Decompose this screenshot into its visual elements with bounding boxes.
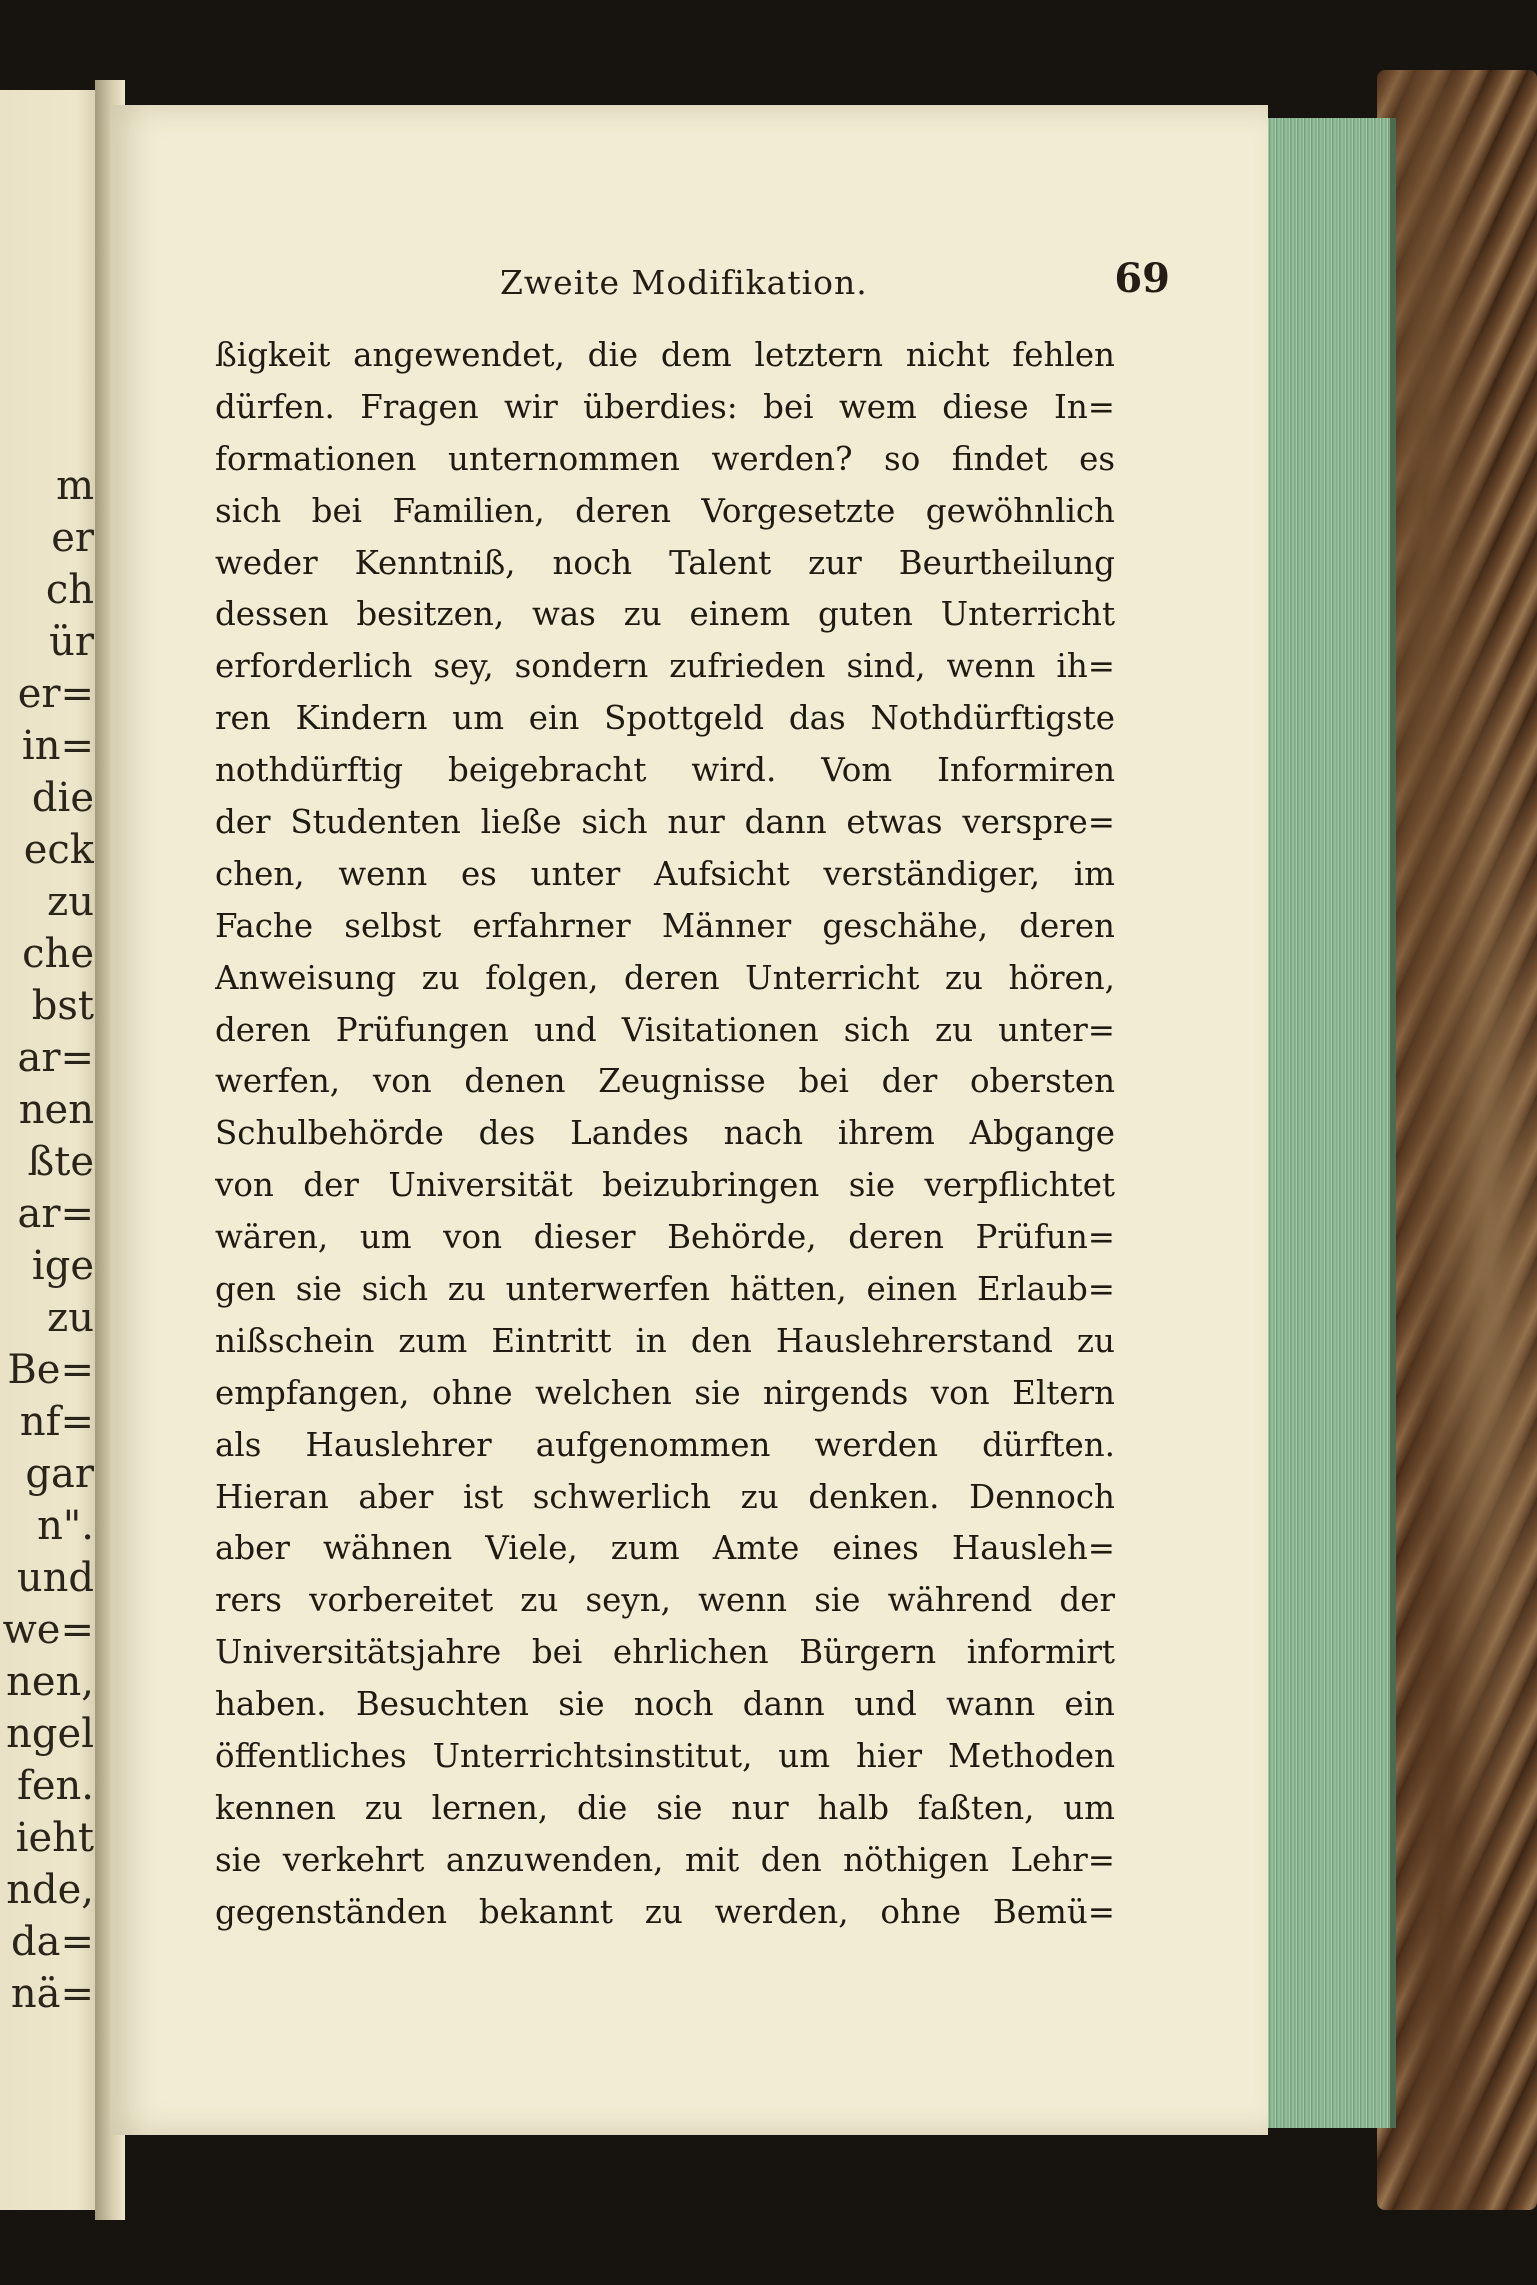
left-fragment: er [51, 515, 94, 561]
left-fragment: ngel [6, 1711, 94, 1757]
text-line: werfen, von denen Zeugnisse bei der obersten [215, 1062, 1115, 1101]
text-line: sie verkehrt anzuwenden, mit den nöthigen Lehr= [215, 1840, 1115, 1879]
running-head: Zweite Modifikation. [500, 263, 868, 302]
text-line: rers vorbereitet zu seyn, wenn sie während der [215, 1581, 1115, 1620]
text-line: kennen zu lernen, die sie nur halb faßten, um [215, 1788, 1115, 1827]
left-fragment: in= [21, 723, 94, 769]
left-fragment: zu [47, 879, 94, 925]
page-edges [1262, 118, 1396, 2128]
text-line: nißschein zum Eintritt in den Hauslehrerstand zu [215, 1321, 1115, 1360]
text-line: sich bei Familien, deren Vorgesetzte gewöhnlich [215, 491, 1115, 530]
text-line: Anweisung zu folgen, deren Unterricht zu hören, [215, 958, 1115, 997]
page-number: 69 [1114, 255, 1170, 302]
left-fragment: ieht [15, 1815, 94, 1861]
left-page [0, 90, 110, 2210]
text-line: von der Universität beizubringen sie verpflichtet [215, 1166, 1115, 1205]
text-line: erforderlich sey, sondern zufrieden sind, wenn ih= [215, 647, 1115, 686]
marbled-cover [1377, 70, 1537, 2210]
text-line: aber wähnen Viele, zum Amte eines Hausleh= [215, 1529, 1115, 1568]
left-fragment: ßte [27, 1139, 94, 1185]
left-fragment: zu [47, 1295, 94, 1341]
text-line: dürfen. Fragen wir überdies: bei wem diese In= [215, 387, 1115, 426]
text-line: Hieran aber ist schwerlich zu denken. Dennoch [215, 1477, 1115, 1516]
left-fragment: m [56, 463, 94, 509]
left-fragment: ar= [17, 1191, 94, 1237]
left-fragment: er= [17, 671, 94, 717]
page-header [210, 255, 1200, 315]
left-fragment: die [31, 775, 94, 821]
left-fragment: da= [11, 1919, 94, 1965]
text-line: ßigkeit angewendet, die dem letztern nicht fehlen [215, 336, 1115, 374]
left-fragment: nde, [6, 1867, 94, 1913]
text-line: ren Kindern um ein Spottgeld das Nothdürftigste [215, 699, 1115, 738]
text-line: nothdürftig beigebracht wird. Vom Informiren [215, 751, 1115, 790]
right-page [110, 105, 1268, 2135]
left-fragment: ch [45, 567, 94, 613]
text-line: gen sie sich zu unterwerfen hätten, einen Erlaub= [215, 1270, 1115, 1309]
text-line: Fache selbst erfahrner Männer geschähe, deren [215, 906, 1115, 945]
text-line: haben. Besuchten sie noch dann und wann ein [215, 1685, 1115, 1724]
left-fragment: ür [49, 619, 94, 665]
left-fragment: ar= [17, 1035, 94, 1081]
text-line: öffentliches Unterrichtsinstitut, um hier Methoden [215, 1737, 1115, 1776]
left-fragment: che [22, 931, 94, 977]
left-fragment: nen, [6, 1659, 94, 1705]
text-line: wären, um von dieser Behörde, deren Prüfun= [215, 1218, 1115, 1257]
left-fragment: gar [25, 1451, 94, 1497]
left-fragment: nen [18, 1087, 94, 1133]
text-line: gegenständen bekannt zu werden, ohne Bemü= [215, 1892, 1115, 1931]
left-fragment: n". [37, 1503, 94, 1549]
text-line: Schulbehörde des Landes nach ihrem Abgange [215, 1114, 1115, 1153]
text-line: deren Prüfungen und Visitationen sich zu unter= [215, 1010, 1115, 1049]
left-fragment: und [16, 1555, 94, 1601]
left-page-text-fragments [0, 460, 100, 2020]
left-fragment: Be= [7, 1347, 94, 1393]
body-text [215, 330, 1115, 1939]
left-fragment: fen. [17, 1763, 94, 1809]
left-fragment: nä= [10, 1971, 94, 2017]
text-line: chen, wenn es unter Aufsicht verständiger, im [215, 854, 1115, 893]
text-line: weder Kenntniß, noch Talent zur Beurtheilung [215, 543, 1115, 582]
left-fragment: ige [31, 1243, 94, 1289]
text-line: formationen unternommen werden? so findet es [215, 439, 1115, 478]
text-line: empfangen, ohne welchen sie nirgends von Eltern [215, 1373, 1115, 1412]
text-line: dessen besitzen, was zu einem guten Unterricht [215, 595, 1115, 634]
left-fragment: we= [2, 1607, 94, 1653]
left-fragment: eck [23, 827, 94, 873]
text-line: der Studenten ließe sich nur dann etwas verspre= [215, 803, 1115, 842]
left-fragment: bst [31, 983, 94, 1029]
text-line: Universitätsjahre bei ehrlichen Bürgern informirt [215, 1633, 1115, 1672]
text-line: als Hauslehrer aufgenommen werden dürften. [215, 1425, 1115, 1464]
left-fragment: nf= [19, 1399, 94, 1445]
